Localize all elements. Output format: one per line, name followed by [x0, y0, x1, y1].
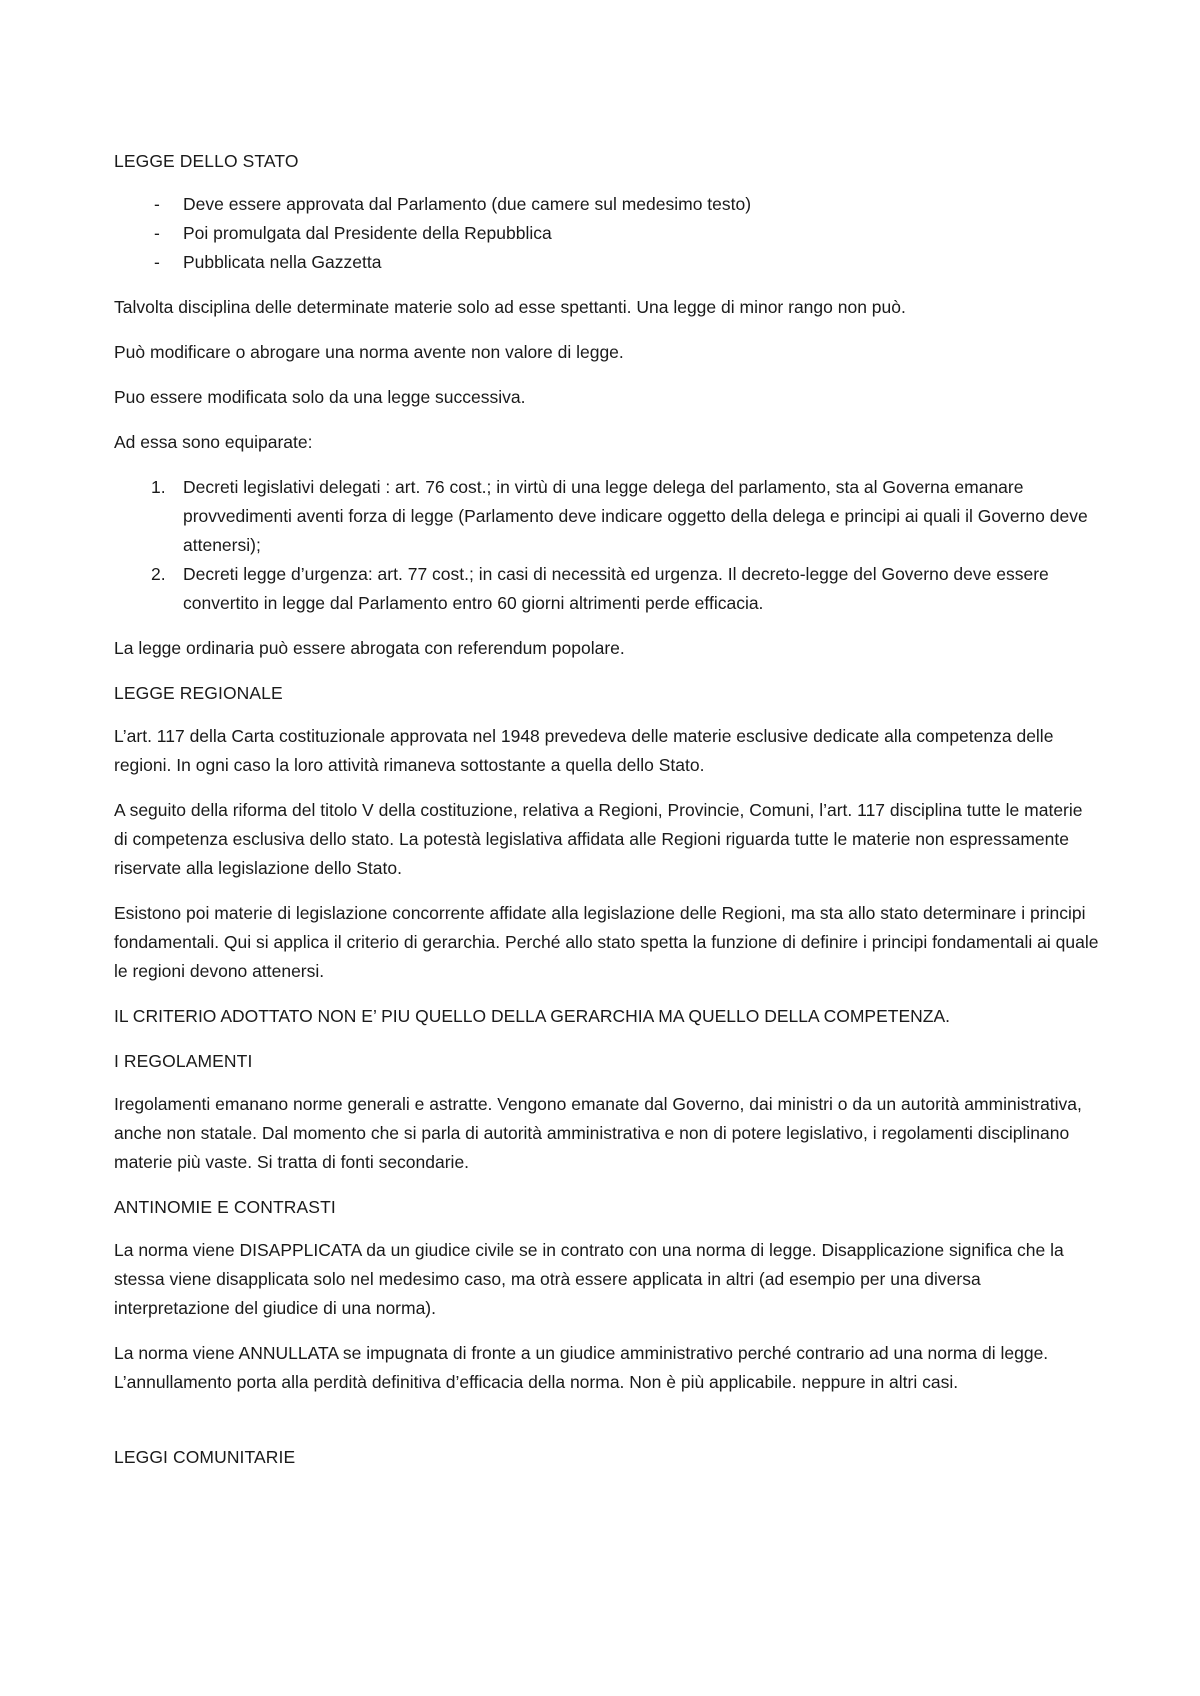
paragraph: La norma viene DISAPPLICATA da un giudice civile se in contrato con una norma di legge. Disapplicazione significa che la stessa viene disapplicata solo nel medesimo caso, ma otrà essere applicata in altri (ad esempio per una diversa interpretazione del giudice di una norma). [114, 1240, 1064, 1318]
heading-legge-regionale: LEGGE REGIONALE [114, 683, 283, 703]
paragraph: A seguito della riforma del titolo V della costituzione, relativa a Regioni, Provincie, Comuni, l’art. 117 disciplina tutte le materie di competenza esclusiva dello stato. La potestà legislativa affidata alle Regioni riguarda tutte le materie non espressamente riservate alla legislazione dello Stato. [114, 800, 1083, 878]
paragraph: IL CRITERIO ADOTTATO NON E’ PIU QUELLO DELLA GERARCHIA MA QUELLO DELLA COMPETENZA. [114, 1006, 950, 1026]
paragraph: Esistono poi materie di legislazione concorrente affidate alla legislazione delle Regioni, ma sta allo stato determinare i principi fondamentali. Qui si applica il criterio di gerarchia. Perché allo stato spetta la funzione di definire i principi fondamentali ai quale le regioni devono attenersi. [114, 903, 1099, 981]
heading-regolamenti: I REGOLAMENTI [114, 1051, 253, 1071]
heading-legge-dello-stato: LEGGE DELLO STATO [114, 151, 299, 171]
heading-antinomie: ANTINOMIE E CONTRASTI [114, 1197, 336, 1217]
paragraph: Talvolta disciplina delle determinate materie solo ad esse spettanti. Una legge di minor rango non può. [114, 297, 906, 317]
list-item [114, 219, 1100, 248]
paragraph: La norma viene ANNULLATA se impugnata di fronte a un giudice amministrativo perché contrario ad una norma di legge. L’annullamento porta alla perdità definitiva d’efficacia della norma. Non è più applicabile. neppure in altri casi. [114, 1343, 1049, 1392]
list-item-text: Decreti legge d’urgenza: art. 77 cost.; in casi di necessità ed urgenza. Il decreto-legge del Governo deve essere convertito in legge dal Parlamento entro 60 giorni altrimenti perde efficacia. [183, 564, 1049, 613]
paragraph: L’art. 117 della Carta costituzionale approvata nel 1948 prevedeva delle materie esclusive dedicate alla competenza delle regioni. In ogni caso la loro attività rimaneva sottostante a quella dello Stato. [114, 726, 1054, 775]
heading-leggi-comunitarie: LEGGI COMUNITARIE [114, 1447, 296, 1467]
paragraph: La legge ordinaria può essere abrogata con referendum popolare. [114, 638, 625, 658]
list-item [114, 473, 1100, 560]
equiparate-list [114, 473, 1100, 618]
list-item [114, 248, 1100, 277]
list-number: 1. [151, 477, 166, 497]
paragraph: Puo essere modificata solo da una legge successiva. [114, 387, 526, 407]
list-item-text: Pubblicata nella Gazzetta [183, 252, 382, 272]
dash-bullet: - [154, 194, 160, 214]
paragraph: Può modificare o abrogare una norma avente non valore di legge. [114, 342, 624, 362]
dash-bullet: - [154, 252, 160, 272]
paragraph: Ad essa sono equiparate: [114, 432, 313, 452]
paragraph: Iregolamenti emanano norme generali e astratte. Vengono emanate dal Governo, dai ministri o da un autorità amministrativa, anche non statale. Dal momento che si parla di autorità amministrativa e non di potere legislativo, i regolamenti disciplinano materie più vaste. Si tratta di fonti secondarie. [114, 1094, 1082, 1172]
list-number: 2. [151, 564, 166, 584]
dash-bullet: - [154, 223, 160, 243]
list-item-text: Decreti legislativi delegati : art. 76 cost.; in virtù di una legge delega del parlamento, sta al Governa emanare provvedimenti aventi forza di legge (Parlamento deve indicare oggetto della delega e principi ai quali il Governo deve attenersi); [183, 477, 1088, 555]
list-item-text: Deve essere approvata dal Parlamento (due camere sul medesimo testo) [183, 194, 752, 214]
list-item [114, 190, 1100, 219]
blank-line [114, 1413, 1100, 1443]
list-item [114, 560, 1100, 618]
list-item-text: Poi promulgata dal Presidente della Repubblica [183, 223, 552, 243]
stato-requirements-list [114, 190, 1100, 277]
